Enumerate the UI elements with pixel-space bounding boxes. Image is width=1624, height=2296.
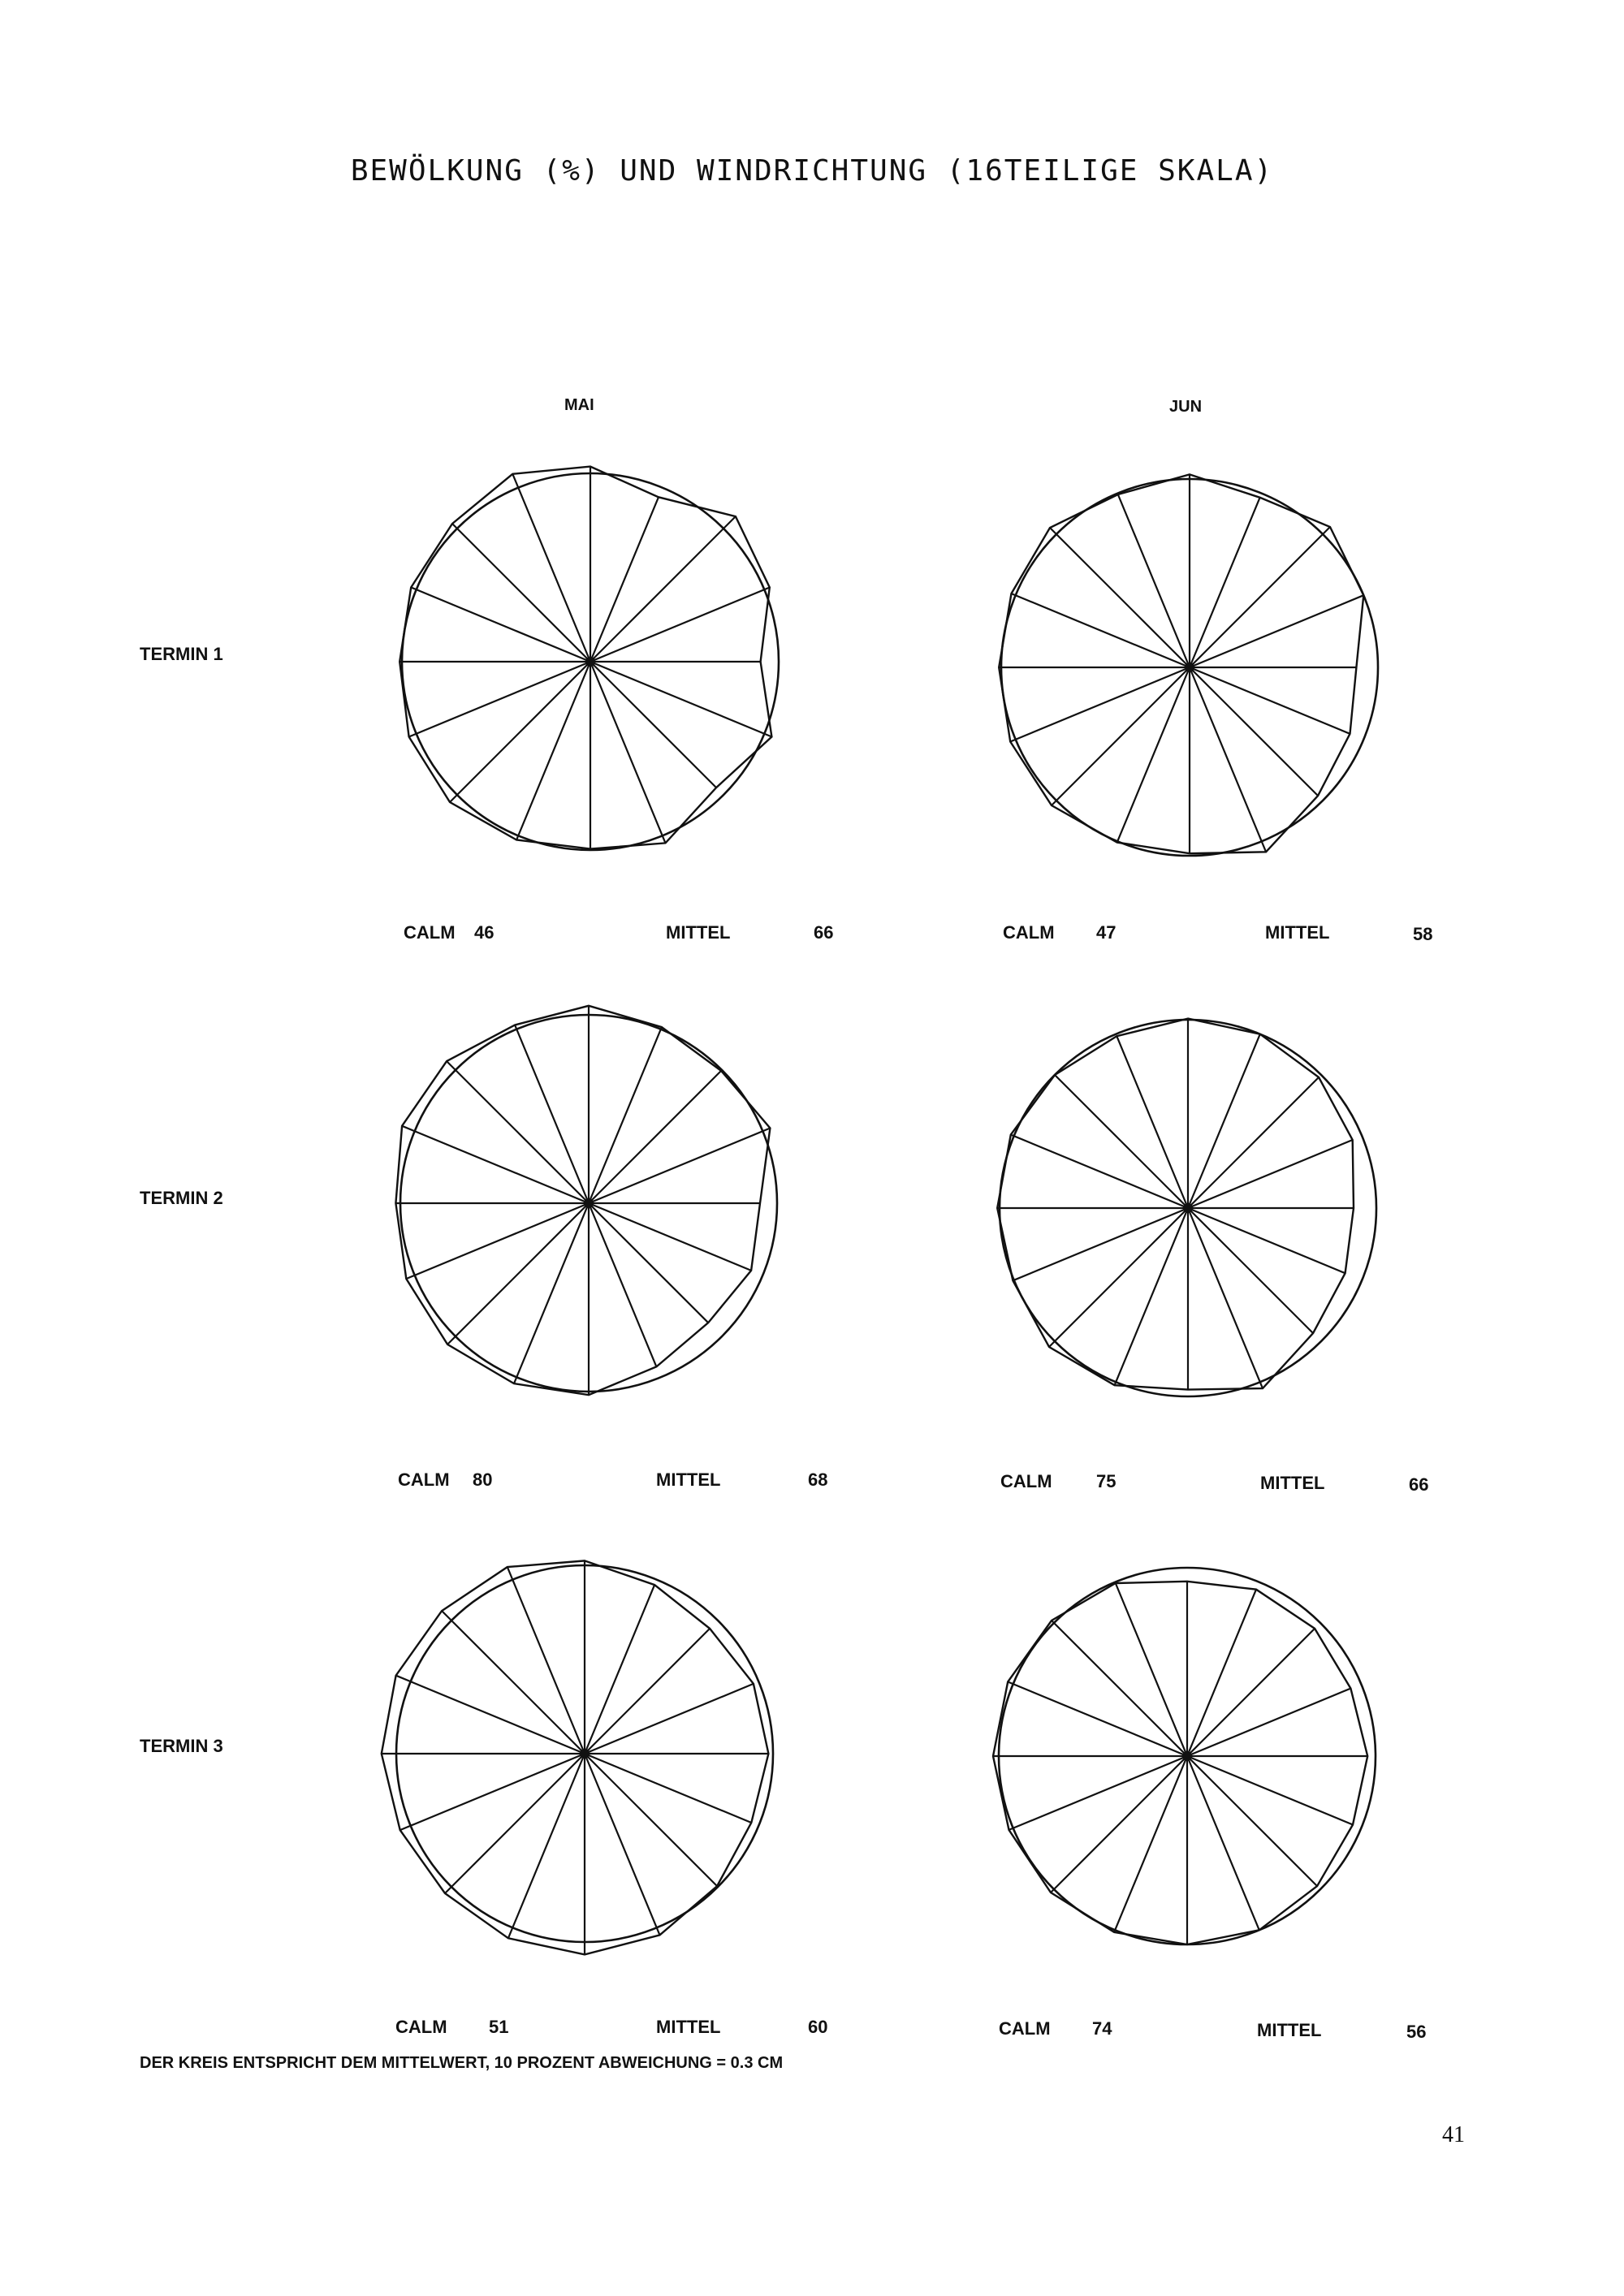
direction-spoke-SW <box>447 1203 589 1344</box>
direction-spoke-SE <box>1188 1208 1313 1333</box>
calm-value: 80 <box>473 1470 493 1490</box>
calm-label: CALM <box>398 1470 450 1490</box>
mittel-label: MITTEL <box>656 2017 721 2037</box>
center-point <box>1183 1203 1193 1213</box>
mittel-label: MITTEL <box>1265 922 1330 943</box>
month-label-mai: MAI <box>564 396 594 414</box>
mittel-label: MITTEL <box>1260 1473 1325 1493</box>
mittel-value: 56 <box>1406 2022 1427 2042</box>
mittel-label: MITTEL <box>1257 2020 1322 2040</box>
mittel-value: 58 <box>1413 924 1433 944</box>
calm-label: CALM <box>1003 922 1055 943</box>
direction-spoke-NW <box>452 524 590 662</box>
mittel-value: 66 <box>814 922 834 943</box>
termin-1-label: TERMIN 1 <box>140 644 223 664</box>
direction-spoke-NE <box>585 1629 710 1754</box>
direction-spoke-NW <box>1050 528 1190 667</box>
calm-value: 74 <box>1092 2018 1112 2039</box>
center-point <box>585 657 595 667</box>
calm-label: CALM <box>1000 1471 1052 1491</box>
calm-label: CALM <box>999 2018 1051 2039</box>
direction-spoke-NE <box>1190 527 1330 667</box>
direction-spoke-SE <box>585 1754 717 1886</box>
direction-spoke-SW <box>1051 1756 1187 1892</box>
direction-spoke-SE <box>589 1203 708 1323</box>
mittel-value: 68 <box>808 1470 828 1490</box>
direction-spoke-SW <box>445 1754 585 1893</box>
calm-value: 75 <box>1096 1471 1116 1491</box>
calm-label: CALM <box>404 922 456 943</box>
termin-2-label: TERMIN 2 <box>140 1188 223 1208</box>
termin-3-label: TERMIN 3 <box>140 1736 223 1756</box>
mittel-label: MITTEL <box>666 922 731 943</box>
direction-spoke-SW <box>450 662 590 802</box>
page-title: BEWÖLKUNG (%) UND WINDRICHTUNG (16TEILIGE SKALA) <box>350 154 1274 188</box>
mittel-value: 60 <box>808 2017 828 2037</box>
direction-spoke-SE <box>1190 667 1318 796</box>
calm-value: 46 <box>474 922 495 943</box>
mittel-value: 66 <box>1409 1474 1429 1495</box>
footnote: DER KREIS ENTSPRICHT DEM MITTELWERT, 10 PROZENT ABWEICHUNG = 0.3 CM <box>140 2054 784 2072</box>
center-point <box>580 1749 590 1759</box>
direction-spoke-SE <box>1187 1756 1317 1886</box>
center-point <box>584 1198 594 1208</box>
center-point <box>1182 1751 1192 1761</box>
direction-spoke-NE <box>1187 1629 1315 1756</box>
calm-label: CALM <box>395 2017 447 2037</box>
direction-spoke-NW <box>1055 1075 1188 1208</box>
page-number: 41 <box>1442 2122 1465 2147</box>
direction-spoke-NE <box>589 1071 721 1203</box>
direction-spoke-SW <box>1049 1208 1188 1347</box>
calm-value: 51 <box>489 2017 509 2037</box>
direction-spoke-NW <box>442 1611 585 1754</box>
calm-value: 47 <box>1096 922 1116 943</box>
direction-spoke-SW <box>1052 667 1190 805</box>
direction-spoke-NW <box>1052 1621 1187 1756</box>
center-point <box>1185 662 1194 672</box>
direction-spoke-NE <box>1188 1077 1319 1208</box>
month-label-jun: JUN <box>1169 398 1203 416</box>
direction-spoke-NW <box>447 1061 589 1203</box>
direction-spoke-SE <box>590 662 716 788</box>
direction-spoke-NE <box>590 516 736 662</box>
cloudiness-polygon <box>997 1019 1354 1390</box>
mittel-label: MITTEL <box>656 1470 721 1490</box>
